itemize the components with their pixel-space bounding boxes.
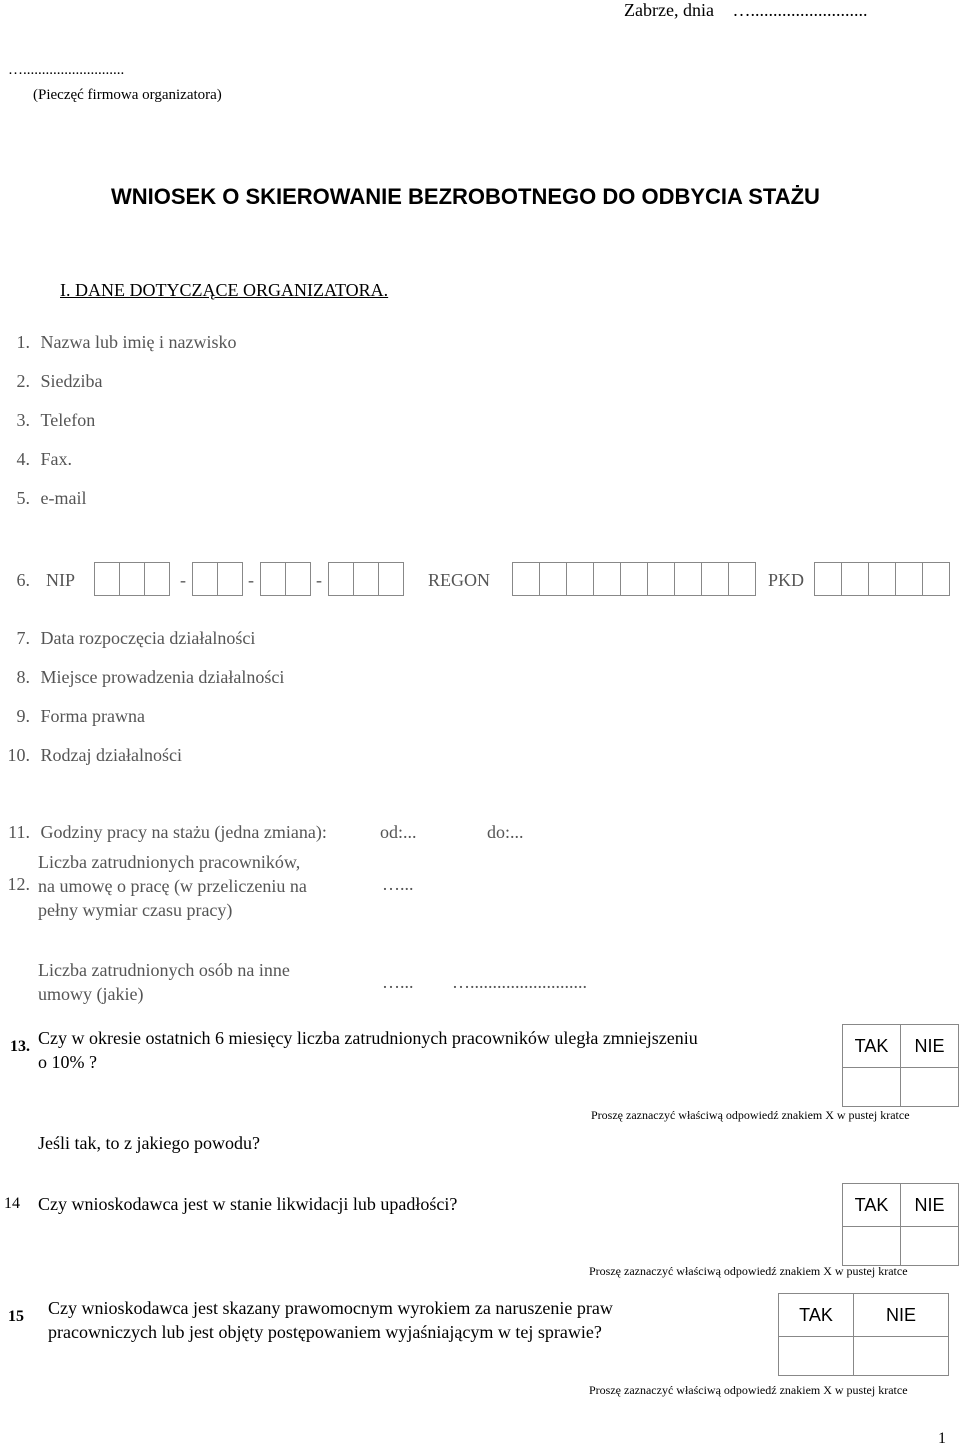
item-15-number: 15: [8, 1308, 24, 1325]
item-label: Godziny pracy na stażu (jedna zmiana):: [40, 822, 327, 842]
item-number: 5.: [16, 488, 30, 508]
nip-digit-cell[interactable]: [144, 562, 170, 596]
item-number: 8.: [16, 667, 30, 687]
item-15-line-2: pracowniczych lub jest objęty postępowaniem wyjaśniającym w tej sprawie?: [48, 1322, 602, 1342]
item-label: Nazwa lub imię i nazwisko: [40, 332, 237, 352]
item-12-value: …...: [382, 874, 414, 894]
item-14-answer-grid: [842, 1183, 959, 1266]
item-12-line-1: Liczba zatrudnionych pracowników,: [38, 852, 301, 872]
item-label: Siedziba: [40, 371, 103, 391]
nip-cells-group-2: [192, 562, 243, 596]
other-contracts-label: [38, 958, 290, 1006]
item-5: [4, 488, 86, 509]
item-label: Forma prawna: [40, 706, 145, 726]
nip-digit-cell[interactable]: [94, 562, 120, 596]
item-13-followup: Jeśli tak, to z jakiego powodu?: [38, 1133, 260, 1153]
no-label: NIE: [901, 1184, 959, 1227]
item-14-question: Czy wnioskodawca jest w stanie likwidacji lub upadłości?: [38, 1194, 458, 1214]
item-15-instruction: Proszę zaznaczyć właściwą odpowiedź znakiem X w pustej kratce: [589, 1383, 908, 1397]
hours-to: do:...: [487, 822, 524, 842]
pkd-cells: [814, 562, 950, 596]
pkd-char-cell[interactable]: [814, 562, 842, 596]
item-15-question: [48, 1296, 613, 1344]
item-7: [4, 628, 255, 649]
item-label: Rodzaj działalności: [40, 745, 182, 765]
yes-checkbox[interactable]: [843, 1068, 901, 1107]
item-4: [4, 449, 72, 470]
page-title: WNIOSEK O SKIEROWANIE BEZROBOTNEGO DO ODBYCIA STAŻU: [111, 184, 820, 209]
regon-digit-cell[interactable]: [512, 562, 540, 596]
nip-digit-cell[interactable]: [353, 562, 379, 596]
item-3: [4, 410, 95, 431]
item-number: 9.: [16, 706, 30, 726]
item-number: 11.: [8, 822, 30, 842]
item-2: [4, 371, 102, 392]
regon-digit-cell[interactable]: [674, 562, 702, 596]
item-12-line-3: pełny wymiar czasu pracy): [38, 900, 233, 920]
stamp-label: (Pieczęć firmowa organizatora): [33, 87, 222, 103]
item-14-number: 14: [4, 1195, 20, 1212]
item-number: 4.: [16, 449, 30, 469]
item-number: 3.: [16, 410, 30, 430]
item-label: Fax.: [40, 449, 72, 469]
item-12-number: 12.: [7, 874, 30, 894]
other-contracts-kind: …..........................: [452, 972, 587, 992]
nip-digit-cell[interactable]: [378, 562, 404, 596]
section-title: I. DANE DOTYCZĄCE ORGANIZATORA.: [60, 280, 389, 300]
item-number: 10.: [7, 745, 30, 765]
other-contracts-count: …...: [382, 972, 414, 992]
other-contracts-line-1: Liczba zatrudnionych osób na inne: [38, 960, 290, 980]
nip-dash: -: [316, 570, 322, 590]
item-label: e-mail: [40, 488, 87, 508]
item-13-instruction: Proszę zaznaczyć właściwą odpowiedź znakiem X w pustej kratce: [591, 1108, 910, 1122]
nip-digit-cell[interactable]: [217, 562, 243, 596]
no-label: NIE: [854, 1294, 949, 1337]
item-number: 2.: [16, 371, 30, 391]
item-10: [4, 745, 182, 766]
nip-dash: -: [180, 570, 186, 590]
no-checkbox[interactable]: [854, 1337, 949, 1376]
regon-digit-cell[interactable]: [593, 562, 621, 596]
item-label: Miejsce prowadzenia działalności: [40, 667, 285, 687]
item-12-label: [38, 850, 307, 922]
yes-label: TAK: [843, 1025, 901, 1068]
place-date-line: [624, 0, 867, 21]
place-date-label: Zabrze, dnia: [624, 0, 714, 20]
nip-digit-cell[interactable]: [119, 562, 145, 596]
item-6-number: 6.: [16, 570, 30, 590]
regon-cells: [512, 562, 756, 596]
nip-cells-group-3: [260, 562, 311, 596]
item-number: 7.: [16, 628, 30, 648]
nip-digit-cell[interactable]: [328, 562, 354, 596]
item-label: Data rozpoczęcia działalności: [40, 628, 256, 648]
regon-digit-cell[interactable]: [539, 562, 567, 596]
pkd-char-cell[interactable]: [841, 562, 869, 596]
item-13-line-2: o 10% ?: [38, 1052, 97, 1072]
pkd-char-cell[interactable]: [868, 562, 896, 596]
regon-digit-cell[interactable]: [647, 562, 675, 596]
yes-checkbox[interactable]: [843, 1227, 901, 1266]
yes-checkbox[interactable]: [779, 1337, 854, 1376]
nip-digit-cell[interactable]: [285, 562, 311, 596]
item-label: Telefon: [40, 410, 96, 430]
yes-label: TAK: [779, 1294, 854, 1337]
no-checkbox[interactable]: [901, 1227, 959, 1266]
pkd-char-cell[interactable]: [922, 562, 950, 596]
nip-digit-cell[interactable]: [260, 562, 286, 596]
no-label: NIE: [901, 1025, 959, 1068]
date-dots: …..........................: [732, 0, 868, 20]
item-12-line-2: na umowę o pracę (w przeliczeniu na: [38, 876, 307, 896]
item-15-line-1: Czy wnioskodawca jest skazany prawomocnym wyrokiem za naruszenie praw: [48, 1298, 613, 1318]
stamp-dots: …...........................: [8, 62, 125, 78]
nip-dash: -: [248, 570, 254, 590]
yes-label: TAK: [843, 1184, 901, 1227]
regon-digit-cell[interactable]: [728, 562, 756, 596]
item-number: 1.: [16, 332, 30, 352]
item-15-answer-grid: [778, 1293, 949, 1376]
item-1: [4, 332, 236, 353]
nip-digit-cell[interactable]: [192, 562, 218, 596]
nip-label: NIP: [46, 570, 76, 590]
regon-digit-cell[interactable]: [620, 562, 648, 596]
item-13-line-1: Czy w okresie ostatnich 6 miesięcy liczba zatrudnionych pracowników uległa zmniejszeniu: [38, 1028, 698, 1048]
item-8: [4, 667, 284, 688]
item-14-instruction: Proszę zaznaczyć właściwą odpowiedź znakiem X w pustej kratce: [589, 1264, 908, 1278]
nip-cells-group-1: [94, 562, 170, 596]
no-checkbox[interactable]: [901, 1068, 959, 1107]
page-number: 1: [938, 1430, 946, 1447]
other-contracts-line-2: umowy (jakie): [38, 984, 144, 1004]
item-9: [4, 706, 145, 727]
nip-cells-group-4: [328, 562, 404, 596]
hours-from: od:...: [380, 822, 417, 842]
item-13-number: 13.: [10, 1038, 30, 1055]
item-13-answer-grid: [842, 1024, 959, 1107]
pkd-label: PKD: [768, 570, 805, 590]
item-11: [4, 822, 327, 843]
item-13-question: [38, 1026, 698, 1074]
pkd-char-cell[interactable]: [895, 562, 923, 596]
regon-digit-cell[interactable]: [566, 562, 594, 596]
regon-label: REGON: [428, 570, 490, 590]
regon-digit-cell[interactable]: [701, 562, 729, 596]
